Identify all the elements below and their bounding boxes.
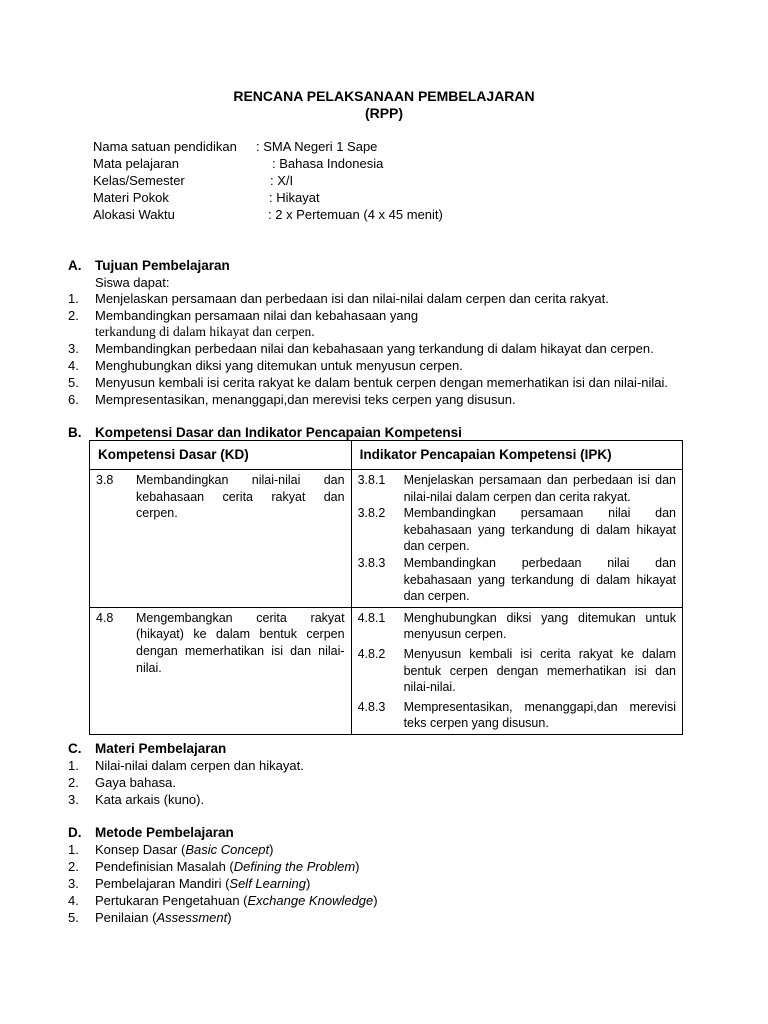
list-number: 1.: [68, 291, 79, 306]
list-number: 3.: [68, 876, 79, 891]
method-english: Exchange Knowledge: [247, 893, 374, 908]
info-value: : 2 x Pertemuan (4 x 45 menit): [268, 207, 443, 222]
competency-table: [89, 440, 683, 735]
ipk-code: 3.8.3: [357, 555, 386, 570]
method-english: Basic Concept: [185, 842, 270, 857]
section-title: Tujuan Pembelajaran: [95, 258, 230, 273]
ipk-code: 4.8.1: [357, 610, 386, 625]
list-number: 5.: [68, 910, 79, 925]
list-number: 3.: [68, 792, 79, 807]
list-number: 1.: [68, 842, 79, 857]
close-paren: ): [306, 876, 311, 891]
ipk-item: [358, 610, 676, 643]
list-text: Menjelaskan persamaan dan perbedaan isi dan nilai-nilai dalam cerpen dan cerita rakyat.: [95, 291, 609, 306]
info-label: Materi Pokok: [93, 190, 169, 205]
method-english: Defining the Problem: [233, 859, 356, 874]
ipk-text: Membandingkan persamaan nilai dan kebahasaan yang terkandung di dalam hikayat dan cerpen.: [403, 506, 676, 554]
ipk-code: 4.8.3: [357, 699, 386, 714]
ipk-item: [358, 555, 676, 605]
method-english: Self Learning: [229, 876, 307, 891]
list-text: [95, 875, 310, 892]
method-english: Assessment: [156, 910, 228, 925]
list-text: [95, 892, 378, 909]
info-value: : SMA Negeri 1 Sape: [256, 139, 378, 154]
document-subtitle: (RPP): [364, 105, 404, 121]
info-value: : Hikayat: [269, 190, 320, 205]
column-header-ipk: Indikator Pencapaian Kompetensi (IPK): [351, 441, 682, 470]
section-letter: D.: [68, 825, 82, 840]
list-text: Kata arkais (kuno).: [95, 792, 205, 807]
ipk-text: Menjelaskan persamaan dan perbedaan isi dan nilai-nilai dalam cerpen dan cerita rakyat.: [403, 473, 676, 504]
kd-code: 3.8: [96, 473, 114, 487]
info-label: Nama satuan pendidikan: [93, 139, 237, 154]
table-row: [90, 607, 683, 734]
close-paren: ): [373, 893, 378, 908]
ipk-item: [358, 699, 676, 732]
document-title: RENCANA PELAKSANAAN PEMBELAJARAN: [233, 88, 535, 104]
info-label: Alokasi Waktu: [93, 207, 175, 222]
ipk-item: [358, 472, 676, 505]
section-letter: C.: [68, 741, 82, 756]
ipk-text: Menghubungkan diksi yang ditemukan untuk menyusun cerpen.: [403, 610, 676, 642]
ipk-cell: [351, 470, 682, 608]
method-name: Penilaian (: [95, 910, 157, 925]
ipk-item: [358, 505, 676, 555]
close-paren: ): [269, 842, 274, 857]
list-text: [95, 858, 360, 875]
method-name: Pendefinisian Masalah (: [95, 859, 234, 874]
ipk-code: 3.8.2: [357, 506, 386, 521]
list-number: 2.: [68, 308, 79, 323]
close-paren: ): [355, 859, 360, 874]
list-text: Menghubungkan diksi yang ditemukan untuk menyusun cerpen.: [95, 358, 463, 373]
list-text: Menyusun kembali isi cerita rakyat ke dalam bentuk cerpen dengan memerhatikan isi dan nilai-nilai.: [95, 375, 669, 390]
list-text: [95, 909, 232, 926]
table-row: [90, 470, 683, 608]
list-number: 5.: [68, 375, 79, 390]
list-text: Nilai-nilai dalam cerpen dan hikayat.: [95, 758, 304, 773]
list-text: Gaya bahasa.: [95, 775, 176, 790]
kd-text: Mengembangkan cerita rakyat (hikayat) ke dalam bentuk cerpen dengan memerhatikan isi dan nilai-nilai.: [136, 610, 345, 675]
kd-text: Membandingkan nilai-nilai dan kebahasaan cerita rakyat dan cerpen.: [136, 473, 345, 521]
ipk-code: 4.8.2: [357, 646, 386, 661]
list-number: 1.: [68, 758, 79, 773]
list-number: 3.: [68, 341, 79, 356]
ipk-cell: [351, 607, 682, 734]
list-text: Mempresentasikan, menanggapi,dan merevisi teks cerpen yang disusun.: [95, 392, 516, 407]
section-letter: A.: [68, 258, 82, 273]
section-letter: B.: [68, 425, 82, 440]
list-text: Membandingkan perbedaan nilai dan kebahasaan yang terkandung di dalam hikayat dan cerpen.: [95, 341, 654, 356]
list-number: 2.: [68, 859, 79, 874]
ipk-item: [358, 646, 676, 696]
kd-code: 4.8: [96, 610, 114, 625]
list-number: 4.: [68, 893, 79, 908]
close-paren: ): [227, 910, 232, 925]
list-text: Membandingkan persamaan nilai dan kebahasaan yang: [95, 308, 419, 323]
section-title: Metode Pembelajaran: [95, 825, 234, 840]
method-name: Pertukaran Pengetahuan (: [95, 893, 248, 908]
section-a-intro: Siswa dapat:: [95, 275, 170, 290]
list-number: 6.: [68, 392, 79, 407]
kd-cell: [90, 470, 352, 608]
ipk-code: 3.8.1: [357, 473, 386, 487]
section-title: Kompetensi Dasar dan Indikator Pencapaian Kompetensi: [95, 425, 462, 440]
info-label: Kelas/Semester: [93, 173, 185, 188]
method-name: Konsep Dasar (: [95, 842, 186, 857]
ipk-text: Membandingkan perbedaan nilai dan kebahasaan yang terkandung di dalam hikayat dan cerpen.: [403, 555, 676, 604]
section-title: Materi Pembelajaran: [95, 741, 227, 756]
list-text-continuation: terkandung di dalam hikayat dan cerpen.: [95, 324, 315, 339]
info-value: : Bahasa Indonesia: [272, 156, 384, 171]
kd-cell: [90, 607, 352, 734]
ipk-text: Mempresentasikan, menanggapi,dan merevisi teks cerpen yang disusun.: [403, 699, 676, 731]
list-number: 2.: [68, 775, 79, 790]
info-value: : X/I: [270, 173, 294, 188]
table-header-row: [90, 441, 683, 470]
ipk-text: Menyusun kembali isi cerita rakyat ke dalam bentuk cerpen dengan memerhatikan isi dan nilai-nilai.: [403, 646, 676, 695]
column-header-kd: Kompetensi Dasar (KD): [90, 441, 352, 470]
info-label: Mata pelajaran: [93, 156, 179, 171]
method-name: Pembelajaran Mandiri (: [95, 876, 230, 891]
list-text: [95, 841, 274, 858]
list-number: 4.: [68, 358, 79, 373]
